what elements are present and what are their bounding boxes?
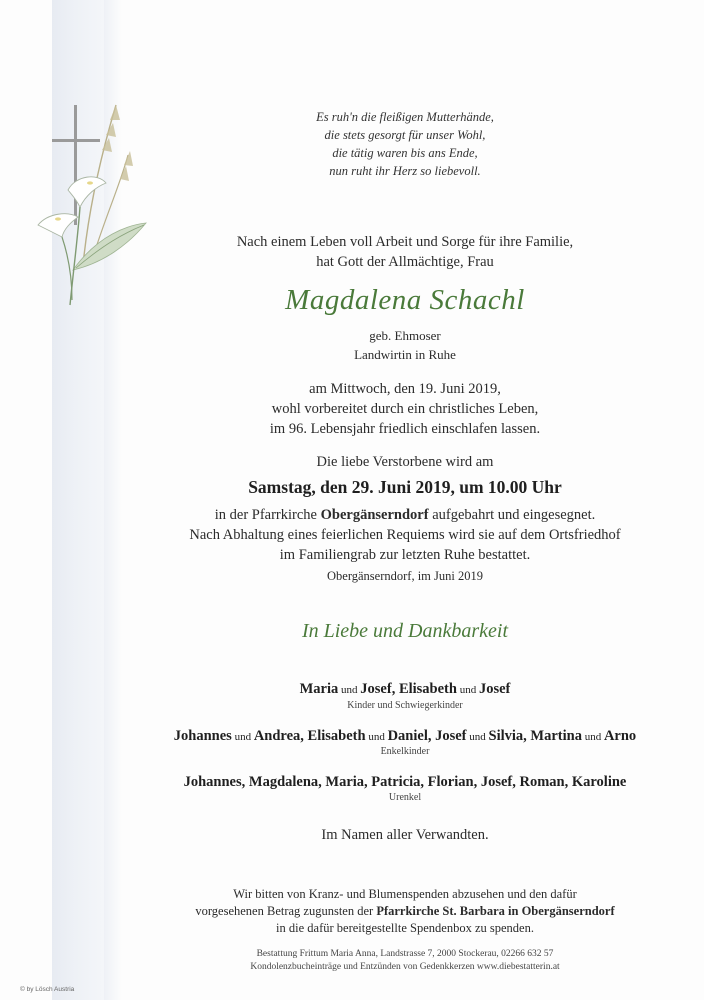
death-notice: [140, 379, 670, 439]
poem-line: die stets gesorgt für unser Wohl,: [324, 128, 486, 142]
funeral-line: im Familiengrab zur letzten Ruhe bestattet.: [279, 547, 531, 563]
footer-line: Kondolenzbucheinträge und Entzünden von Gedenkkerzen www.diebestatterin.at: [250, 962, 560, 972]
funeral-line: in der Pfarrkirche Obergänserndorf aufgebahrt und eingesegnet.: [214, 507, 596, 523]
death-line: im 96. Lebensjahr friedlich einschlafen lassen.: [269, 421, 541, 437]
occupation: Landwirtin in Ruhe: [354, 347, 456, 362]
mourner-group-greatgrandchildren: Johannes, Magdalena, Maria, Patricia, Florian, Josef, Roman, Karoline: [183, 774, 627, 790]
donation-request: [140, 886, 670, 937]
mourner-group-grandchildren: Johannes und Andrea, Elisabeth und Daniel, Josef und Silvia, Martina und Arno: [173, 728, 637, 744]
death-line: wohl vorbereitet durch ein christliches Leben,: [271, 401, 539, 417]
funeral-line: Nach Abhaltung eines feierlichen Requiems wird sie auf dem Ortsfriedhof: [189, 527, 621, 543]
intro-line: Nach einem Leben voll Arbeit und Sorge für ihre Familie,: [236, 234, 574, 250]
cross-lily-ornament: [28, 95, 158, 310]
deceased-name: Magdalena Schachl: [285, 284, 525, 316]
church-name: Pfarrkirche St. Barbara in Obergänserndorf: [376, 904, 615, 918]
funeral-date: Samstag, den 29. Juni 2019, um 10.00 Uhr: [248, 477, 562, 497]
poem-line: nun ruht ihr Herz so liebevoll.: [329, 164, 481, 178]
request-line: Wir bitten von Kranz- und Blumenspenden abzusehen und den dafür: [233, 887, 577, 901]
mourners-heading: In Liebe und Dankbarkeit: [301, 620, 509, 642]
mourner-caption: Enkelkinder: [380, 746, 430, 757]
footer-line: Bestattung Frittum Maria Anna, Landstrasse 7, 2000 Stockerau, 02266 632 57: [256, 949, 554, 959]
mourner-group-children: Maria und Josef, Elisabeth und Josef: [299, 681, 511, 697]
place-date: Obergänserndorf, im Juni 2019: [327, 569, 483, 583]
cross-icon: [74, 105, 77, 225]
funeral-intro: Die liebe Verstorbene wird am: [316, 454, 494, 470]
funeral-details: [140, 505, 670, 565]
church-place: Obergänserndorf: [320, 507, 429, 523]
mourner-caption: Kinder und Schwiegerkinder: [347, 700, 463, 711]
intro-text: [140, 232, 670, 272]
poem-line: die tätig waren bis ans Ende,: [332, 146, 478, 160]
request-line: vorgesehenen Betrag zugunsten der Pfarrkirche St. Barbara in Obergänserndorf: [195, 904, 615, 918]
poem: [140, 108, 670, 180]
request-line: in die dafür bereitgestellte Spendenbox zu spenden.: [276, 921, 534, 935]
intro-line: hat Gott der Allmächtige, Frau: [316, 254, 494, 270]
death-line: am Mittwoch, den 19. Juni 2019,: [309, 381, 501, 397]
maiden-name: geb. Ehmoser: [369, 328, 441, 343]
undertaker-footer: [140, 948, 670, 974]
poem-line: Es ruh'n die fleißigen Mutterhände,: [316, 110, 494, 124]
copyright: © by Lösch Austria: [20, 986, 75, 993]
mourner-caption: Urenkel: [388, 792, 422, 803]
closing-line: Im Namen aller Verwandten.: [321, 827, 489, 843]
